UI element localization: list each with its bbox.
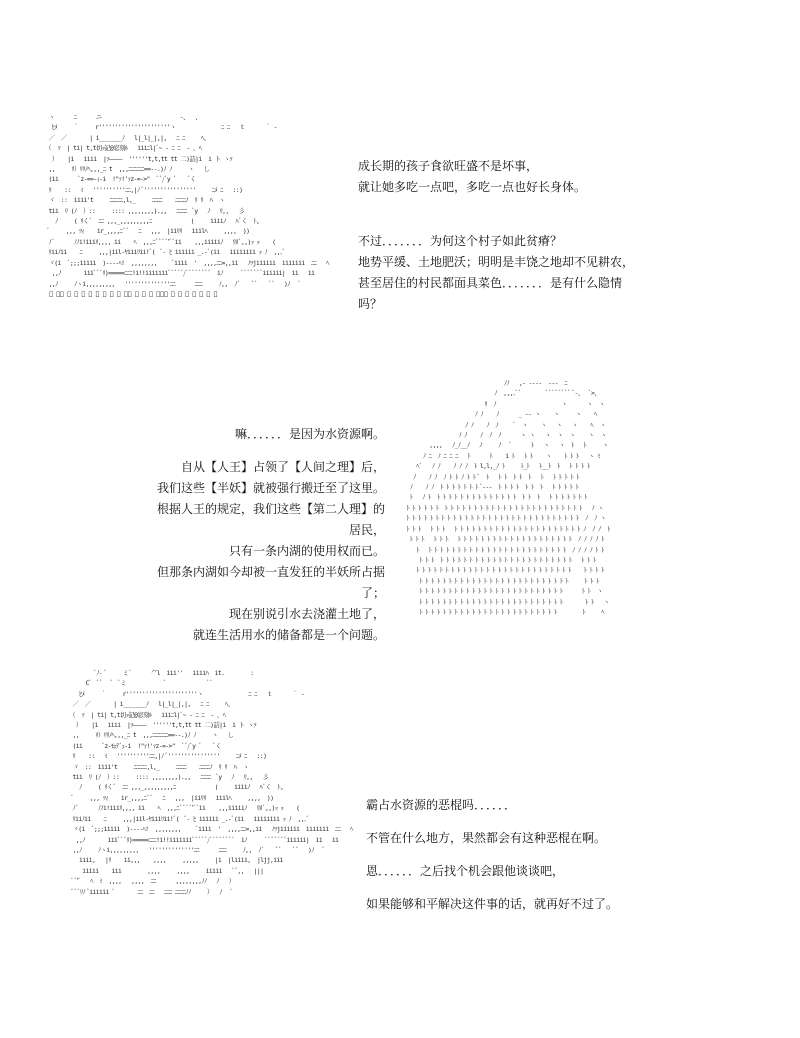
narration-line: 如果能够和平解决这件事的话，就再好不过了。 (366, 897, 619, 911)
dialogue-line: 我们这些【半妖】就被强行搬迁至了这里。 (156, 481, 385, 495)
dialogue-line: 居民， (348, 523, 385, 537)
narration-line: 不管在什么地方，果然都会有这种恶棍在啊。 (366, 831, 607, 845)
dialogue-line: 但那条内湖如今却被一直发狂的半妖所占据 (156, 565, 385, 579)
dialogue-line: 嘛．．．．．．是因为水资源啊。 (234, 427, 385, 441)
narration-block-3 (366, 795, 618, 915)
dialogue-line: 根据人王的规定，我们这些【第二人理】的 (156, 502, 385, 516)
dialogue-line: 只有一条内湖的使用权而已。 (228, 544, 385, 558)
ascii-art-girl-thinking: ﾞﾉ‐ ﾞ ミﾞ ⺈l iii'' iiiiﾊ it. : Cﾞ ﾞﾞ ﾞ ﾞミ ﾞ ﾞﾞ ﾋﾒ ｀ r''''''''''''''''''''''ヽ ﾆ ﾆ ｔ ｀ ‐ ／ ／ | i_______ﾉ l|_l|_|,|, ﾆ ﾆ ﾍ、 （ ｿ | ti| t,t切ｯ記@窓刻ﾙ iiiﾆl|ﾞ~ ‐ ﾆ ﾆ ‐ ､ ﾍ ） |i iiii |ｿ―――― ''''''t,t,tt tt 二)詰|i i ト ヽｿ ,, ﾘ）ﾘﾘﾉﾍ,,,_ﾆ t ,,,ﾆﾆﾆﾆﾆﾆ==‐-.)ﾉ ﾉ ヽ し (ii ﾞz‐ﾓｪﾃﾞｪ-i !"ｧ!'ｧz‐=‐>" ﾞﾞ/ﾞy ﾞ ﾞく ﾘ :: ﾐ ''''''''''ﾆﾆ,|ﾉ ﾞ'''''''''''''''' ﾆﾒ ﾆ ::) ヾ :: iiii't ﾆﾆﾆﾆﾆ,l,_ ﾆﾆﾆﾆ ﾆﾆﾆﾆﾉ ﾘ ﾘ ﾊ ヽ tii ﾘ (ﾉ ）:: :::: ,,,,,,,,).,, ﾆﾆﾆﾆ ﾞy ﾉ ﾘ,, 彡 ﾉ ( ﾘくﾞ ﾆﾆ ,,,_,,,,,,,,,ﾆ ( iiiiﾉ ﾊﾞく ﾄ, ﾞ ,,, ﾂｨ ir_,,,,ﾆﾞﾞ ﾆ ,,, |iiﾘﾘ iiilﾍ ,,,, )) ﾉﾞ ﾉﾉi!iiiﾘ,,,, ii ﾍ ,,,ﾆﾞﾞﾞﾞ'ﾞﾞii ,,,iiiiiﾉ ﾘﾇﾞ,,)ｯ ｯ ( ﾘiiﾉii ﾆ ,,,|iil‐ﾔiiiﾘii!ﾞ( ﾞ‐ ﾋ iiiiii _.‐ﾞ(ii iiiiiiii ｯ ﾉ ,,,ﾞ ヾ(i ﾞ;;;iiiii )‐‐‐‐ﾍ! ,,,,,,,, ﾞiiii ' ,,,,ﾆﾆ=,,ii ﾉﾂjiiiiii iiiiiii ﾆﾆ ﾍ ,,ﾉ iiiﾞﾞﾞﾘ)=====ﾆﾆﾆ!i!!iiiiiiiﾞﾞﾞﾞﾞ/ﾞﾞﾞﾞﾞﾞﾞﾞ iﾉ ﾞﾞﾞﾞﾞﾞﾞiiiiii| ii ii ,,ﾉ ﾉヽi,,,,,,,,, ''''''''''''''ﾆﾆ ﾆﾆﾆ ﾉ,, ﾉﾞ ﾞﾞ ﾞﾞ )ﾉ ﾞ iiii, |ﾘ ii,,, ,,,, ,,,,, |i |liiii, |ljj,iii iiiii iii ,,,, ,,,, iiiii ﾞﾞ,, ||| ﾞﾞ'ﾞ ﾍ ﾐ ,,,, ,,,, ﾆﾆ ,,,,,,,,ﾉﾉ ﾉ ） ﾞﾞﾞﾘﾉ ﾞiiiiii ﾞ ﾆﾆ ﾆﾆ ﾆﾆﾆ ﾆﾆﾆﾆﾉﾉ ） ﾉ ﾞ (69, 669, 353, 896)
ascii-art-hooded-villager: ﾉﾉ ,‐ ‐‐‐‐ ‐‐‐ ﾆ ﾉ ,,,,ﾞﾞ ﾞﾞﾞﾞﾞﾞﾞﾞ ﾞ‐、 ﾞ>、 ﾘ ﾉ ヽ ヽ ヽ ﾉ ﾉ ﾉ _ ‐‐ ヽ ヽ ヽ ﾍ ﾉ ﾉ ﾉ ﾉ ﾞ ヽ ヽ ヽ ヽ ﾍ ヽ ﾉ ﾉ ﾉ ﾉ ﾉ ヽ ヽ ヽ ヽ ヽ ヽ ヽ ,,,, ﾉ_ﾉ__ﾉ ﾉ ﾉ ﾞ ﾄ ヽ ヽ ﾄ ﾄ ヽ ﾉ ﾆ ﾉ ﾆ ﾆ ﾆ ﾄ ﾄ i ﾄ ﾄ ﾄ ヽ ﾄ ﾄ ﾄ ヽ ﾐ ﾍﾞ ﾉ ﾉ ﾉ ﾉ ﾉ ﾄ l,l,_ﾉ ﾄ ﾄ_ﾄ ﾄ__ﾄ ﾄ ﾄ ﾄ ﾄ ﾄ ﾉ ﾉ ﾉ ﾉ ﾄ ﾄ ﾉ ﾄ ﾄ ﾞ ﾄ ﾄ ﾄ ﾄ ﾄ ﾄ ﾄ ﾄ ﾄ ﾄ ﾄ ﾄ ﾉ ﾉ ﾉ ﾄ ﾄ ﾄ ﾄ ﾄ ﾄ ﾄ ﾞ‐‐‐ ﾄ ﾄ ﾄ ﾄ ﾄ ﾄ ﾄ ﾄ ﾄ ﾄ ﾄ ﾄ ﾄ ﾉ ﾄ ﾄ ﾄ ﾄ ﾄ ﾄ ﾄ ﾄ ﾄ ﾄ ﾄ ﾄ ﾄ ﾄ ﾄ ﾄ ﾄ ﾄ ﾄ ﾄ ﾄ ﾄ ﾄ ﾄ ﾄ ﾄ ﾄ ﾄ ﾄ ﾄ ﾄ ﾄ ﾄ ﾄ ﾄ ﾄ ﾄ ﾄ ﾄ ﾄ ﾄ ﾄ ﾄ ﾄ ﾄ ﾄ ﾄ ﾄ ﾄ ﾄ ﾄ ﾄ ﾄ ﾄ ﾄ ﾉ ヽ ﾄ ﾄ ﾄ ﾄ ﾄ ﾄ ﾄ ﾄ ﾄ ﾄ ﾄ ﾄ ﾄ ﾄ ﾄ ﾄ ﾄ ﾄ ﾄ ﾄ ﾄ ﾄ ﾄ ﾄ ﾄ ﾄ ﾄ ﾄ ﾄ ﾄ ﾉ ﾉ ヽ ﾄ ﾄ ﾄ ﾄ ﾄ ﾄ ﾄ ﾄ ﾄ ﾄ ﾄ ﾄ ﾄ ﾄ ﾄ ﾄ ﾄ ﾄ ﾄ ﾄ ﾄ ﾄ ﾄ ﾄ ﾄ ﾄ ﾄ ﾄ ﾉ ﾉ ﾉ ﾄ ﾄ ﾄ ﾄ ﾄ ﾄ ﾄ ﾄ ﾄ ﾄ ﾄ ﾄ ﾄ ﾄ ﾄ ﾄ ﾄ ﾄ ﾄ ﾄ ﾄ ﾄ ﾄ ﾄ ﾄ ﾄ ﾄ ﾉ ﾉ ﾉ ﾉ ﾄ ﾄ ﾄ ﾄ ﾄ ﾄ ﾄ ﾄ ﾄ ﾄ ﾄ ﾄ ﾄ ﾄ ﾄ ﾄ ﾄ ﾄ ﾄ ﾄ ﾄ ﾄ ﾄ ﾄ ﾄ ﾄ ﾉ ﾉ ﾉ ﾉ ﾄ ﾄ ﾄ ﾄ ﾄ ﾄ ﾄ ﾄ ﾄ ﾄ ﾄ ﾄ ﾄ ﾄ ﾄ ﾄ ﾄ ﾄ ﾄ ﾄ ﾄ ﾄ ﾄ ﾄ ﾄ ﾄ ﾄ ﾄ ﾄ ﾄ ﾄ ﾄ ﾄ ﾄ ﾄ ﾄ ﾄ ﾄ ﾄ ﾄ ﾄ ﾄ ﾄ ﾄ ﾄ ﾄ ﾄ ﾄ ﾄ ﾄ ﾄ ﾄ ﾄ ﾄ ﾄ ﾄ ﾄ ﾄ ﾄ ﾄ ﾄ ﾄ ﾄ ﾄ ﾄ ﾄ ﾄ ﾄ ﾄ ﾄ ﾄ ﾄ ﾄ ﾄ ﾄ ﾄ ﾄ ﾄ ﾄ ﾄ ﾄ ﾄ ﾄ ﾄ ﾄ ﾄ ﾄ ﾄ ﾄ ﾄ ﾄ ﾄ ﾄ ﾄ ﾄ ﾄ ﾄ ﾄ ﾄ ﾄ ﾄ ﾄ ﾄ ﾄ ﾄ ﾄ ﾄ ﾄ ﾄ ﾄ ﾄ ﾄ ﾄ ﾄ ﾄ ﾄ ﾄ ﾄ ヽ ﾄ ﾄ ﾄ ﾄ ﾄ ﾄ ﾄ ﾄ ﾄ ﾄ ﾄ ﾄ ﾄ ﾄ ﾄ ﾄ ﾄ ﾄ ﾄ ﾄ ﾄ ﾄ ﾄ ﾄ ﾄ ﾄ ﾄ ヽ ﾄ ﾄ ﾄ ﾄ ﾄ ﾄ ﾄ ﾄ ﾄ ﾄ ﾄ ﾄ ﾄ ﾄ ﾄ ﾄ ﾄ ﾄ ﾄ ﾄ ﾄ ﾄ ﾄ ﾄ ﾄ ﾍ (406, 379, 610, 616)
narration-line: 霸占水资源的恶棍吗．．．．．． (366, 798, 517, 812)
ascii-art-girl-eating: ヽ ﾆ ニ ‐、 、 ﾋﾒ ｀ r''''''''''''''''''''''ヽ ﾆ ﾆ ｔ ｀ ‐ ／ ／ | i_______ﾉ l|_l|_|,|, ﾆ ﾆ ﾍ、 （ ｿ | ti| t,t切ｯ記@窓刻ﾙ iiiﾆl|ﾞ~ ‐ ﾆ ﾆ ‐ ､ ﾍ ） |i iiii |ｿ―――― ''''''t,t,tt tt 二)詰|i i ト ヽｿ ,, ﾘ）ﾘﾘﾉﾍ,,,_ﾆ t ,,,ﾆﾆﾆﾆﾆﾆ==‐-.)ﾉ ﾉ ヽ し (ii ﾞz‐==‐ｨ-i !"ｧ!'ｧz‐=‐>" ﾞﾞ/ﾞy ﾞ ﾞく ﾘ :: ﾐ ''''''''''ﾆﾆ,|ﾉ ﾞ'''''''''''''''' ﾆﾒ ﾆ ::) ヾ :: iiii't ﾆﾆﾆﾆﾆ,l,_ ﾆﾆﾆﾆ ﾆﾆﾆﾆﾉ ﾘ ﾘ ﾊ ヽ tii ﾘ (ﾉ ）:: :::: ,,,,,,,,).,, ﾆﾆﾆﾆ ﾞy ﾉ ﾘ,, 彡 ﾉ ( ﾘくﾞ ﾆﾆ ,,,_,,,,,,,,,ﾆ ( iiiiﾉ ﾊﾞく ﾄ, ﾞ ,,, ﾂｨ ir_,,,,ﾆﾞﾞ ﾆ ,,, |iiﾘﾘ iiilﾍ ,,,, )) ﾉﾞ ﾉﾉi!iiiﾘ,,,, ii ﾍ ,,,ﾆﾞﾞﾞﾞ'ﾞﾞii ,,,iiiiiﾉ ﾘﾇﾞ,,)ｯ ｯ ( ﾘiiﾉii ﾆ ,,,|iil‐ﾔiiiﾘii!ﾞ( ﾞ‐ ﾋ iiiiii _.‐ﾞ(ii iiiiiiii ｯ ﾉ ,,,ﾞ ヾ(i ﾞ;;;iiiii )‐‐‐‐ﾍ! ,,,,,,,, ﾞiiii ' ,,,,ﾆﾆ=,,ii ﾉﾂjiiiiii iiiiiii ﾆﾆ ﾍ ,,ﾉ iiiﾞﾞﾞﾘ)=====ﾆﾆﾆ!i!!iiiiiiiﾞﾞﾞﾞﾞ/ﾞﾞﾞﾞﾞﾞﾞﾞ iﾉ ﾞﾞﾞﾞﾞﾞﾞiiiiii| ii ii ,,ﾉ ﾉヽi,,,,,,,,, ''''''''''''''ﾆﾆ ﾆﾆﾆ ﾉ,, ﾉﾞ ﾞﾞ ﾞﾞ )ﾉ ﾞ ﾞ ﾞﾞ ﾞ ﾞ ﾞ ﾞ ﾞ ﾞ ﾞ ﾞ ﾞﾞ ﾞ ﾞ ﾞ ﾞﾞﾞ ﾞ ﾞ ﾞ ﾞ ﾞ ﾞ ﾞ (45, 113, 329, 298)
narration-line: 恩．．．．．．之后找个机会跟他谈谈吧， (366, 864, 565, 878)
narration-line: 吗？ (358, 297, 383, 311)
narration-line: 就让她多吃一点吧，多吃一点也好长身体。 (358, 180, 587, 194)
dialogue-line: 了； (360, 586, 385, 600)
narration-block-1 (358, 156, 634, 315)
narration-line: 成长期的孩子食欲旺盛不是坏事， (358, 159, 539, 173)
dialogue-line: 现在别说引水去浇灌土地了， (228, 607, 385, 621)
dialogue-block-2 (157, 424, 385, 646)
dialogue-line: 就连生活用水的储备都是一个问题。 (192, 628, 385, 642)
narration-line: 甚至居住的村民都面具菜色．．．．．．．是有什么隐情 (358, 276, 623, 290)
narration-line: 地势平缓、土地肥沃；明明是丰饶之地却不见耕农， (358, 255, 635, 269)
dialogue-line: 自从【人王】占领了【人间之理】后， (180, 460, 385, 474)
narration-line: 不过．．．．．．．为何这个村子如此贫瘠？ (358, 234, 563, 248)
